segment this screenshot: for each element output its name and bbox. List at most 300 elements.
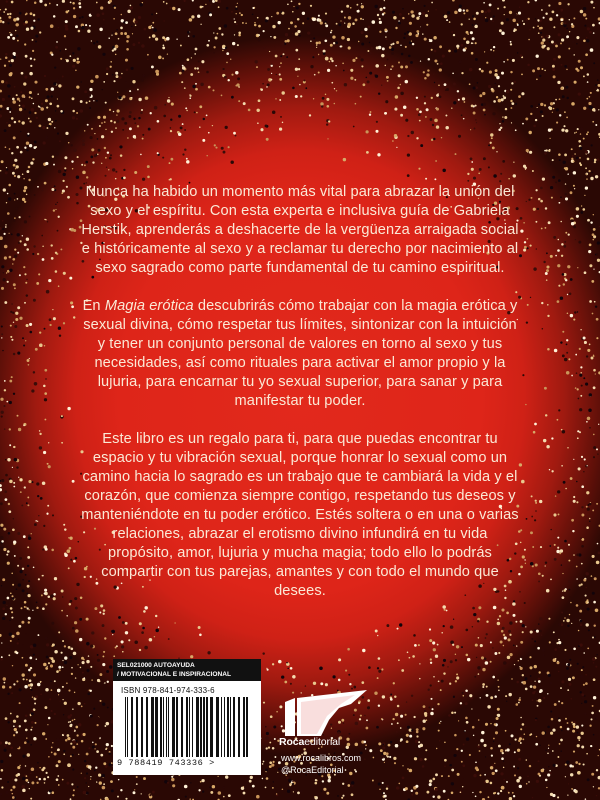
glitter-dot <box>111 630 115 634</box>
glitter-dot <box>535 563 538 566</box>
publisher-website: www.rocalibros.com <box>281 753 362 763</box>
glitter-dot <box>120 154 123 157</box>
glitter-dot <box>460 702 462 704</box>
glitter-dot <box>61 610 63 612</box>
glitter-dot <box>456 645 459 648</box>
glitter-dot <box>478 172 480 174</box>
glitter-dot <box>87 124 89 126</box>
glitter-dot <box>133 118 135 120</box>
glitter-dot <box>426 73 429 76</box>
glitter-dot <box>395 95 398 98</box>
glitter-dot <box>89 88 92 91</box>
glitter-dot <box>162 57 164 59</box>
glitter-dot <box>22 657 24 659</box>
glitter-dot <box>26 502 28 504</box>
glitter-dot <box>513 30 515 32</box>
glitter-dot <box>336 23 338 25</box>
glitter-dot <box>318 72 320 74</box>
glitter-dot <box>158 627 159 628</box>
glitter-dot <box>2 91 3 92</box>
glitter-dot <box>531 516 533 518</box>
glitter-dot <box>486 620 488 622</box>
glitter-dot <box>116 29 118 31</box>
glitter-dot <box>4 245 8 249</box>
glitter-dot <box>592 592 595 595</box>
glitter-dot <box>498 686 500 688</box>
glitter-dot <box>133 791 136 794</box>
barcode-bar <box>172 697 175 757</box>
glitter-dot <box>508 178 509 179</box>
glitter-dot <box>424 5 426 7</box>
glitter-dot <box>558 2 561 5</box>
glitter-dot <box>265 124 268 127</box>
glitter-dot <box>348 674 350 676</box>
glitter-dot <box>126 35 129 38</box>
glitter-dot <box>472 24 474 26</box>
glitter-dot <box>94 770 96 772</box>
glitter-dot <box>8 532 11 535</box>
glitter-dot <box>455 680 457 682</box>
glitter-dot <box>107 7 110 10</box>
glitter-dot <box>571 375 573 377</box>
glitter-dot <box>439 96 442 99</box>
glitter-dot <box>30 773 31 774</box>
glitter-dot <box>425 116 427 118</box>
glitter-dot <box>378 670 381 673</box>
glitter-dot <box>589 521 590 522</box>
glitter-dot <box>13 482 15 484</box>
glitter-dot <box>105 157 107 159</box>
glitter-dot <box>35 40 37 42</box>
glitter-dot <box>467 173 469 175</box>
glitter-dot <box>569 292 572 295</box>
glitter-dot <box>441 632 443 634</box>
glitter-dot <box>42 663 43 664</box>
glitter-dot <box>590 1 593 4</box>
glitter-dot <box>449 683 451 685</box>
glitter-dot <box>581 545 584 548</box>
glitter-dot <box>539 16 541 18</box>
isbn-label: ISBN 978-841-974-333-6 <box>121 686 215 695</box>
glitter-dot <box>279 66 280 67</box>
glitter-dot <box>116 120 119 123</box>
glitter-dot <box>131 97 133 99</box>
glitter-dot <box>527 247 529 249</box>
glitter-dot <box>368 26 371 29</box>
glitter-dot <box>554 703 557 706</box>
glitter-dot <box>65 132 68 135</box>
glitter-dot <box>312 18 315 21</box>
glitter-dot <box>584 458 586 460</box>
glitter-dot <box>440 775 442 777</box>
glitter-dot <box>302 22 304 24</box>
glitter-dot <box>501 98 504 101</box>
glitter-dot <box>10 336 12 338</box>
barcode-bar <box>176 697 178 757</box>
glitter-dot <box>323 788 326 791</box>
glitter-dot <box>51 689 53 691</box>
glitter-dot <box>198 60 200 62</box>
glitter-dot <box>263 761 265 763</box>
glitter-dot <box>464 730 465 731</box>
glitter-dot <box>13 786 16 789</box>
glitter-dot <box>542 649 545 652</box>
glitter-dot <box>425 178 427 180</box>
glitter-dot <box>562 573 563 574</box>
glitter-dot <box>202 6 204 8</box>
glitter-dot <box>533 685 536 688</box>
glitter-dot <box>584 712 587 715</box>
glitter-dot <box>31 721 34 724</box>
glitter-dot <box>406 701 407 702</box>
glitter-dot <box>560 750 562 752</box>
glitter-dot <box>526 783 528 785</box>
glitter-dot <box>9 269 12 272</box>
glitter-dot <box>425 749 427 751</box>
glitter-dot <box>134 18 136 20</box>
glitter-dot <box>273 781 274 782</box>
glitter-dot <box>189 94 190 95</box>
glitter-dot <box>402 17 404 19</box>
glitter-dot <box>511 35 513 37</box>
glitter-dot <box>443 659 446 662</box>
glitter-dot <box>510 89 512 91</box>
glitter-dot <box>82 143 85 146</box>
glitter-dot <box>333 42 335 44</box>
glitter-dot <box>575 387 577 389</box>
glitter-dot <box>48 465 51 468</box>
glitter-dot <box>28 580 30 582</box>
glitter-dot <box>557 756 559 758</box>
glitter-dot <box>540 103 543 106</box>
glitter-dot <box>232 42 235 45</box>
glitter-dot <box>56 778 59 781</box>
glitter-dot <box>573 54 575 56</box>
glitter-dot <box>586 98 588 100</box>
glitter-dot <box>500 127 502 129</box>
glitter-dot <box>562 430 565 433</box>
glitter-dot <box>392 718 394 720</box>
glitter-dot <box>581 563 583 565</box>
glitter-dot <box>492 647 494 649</box>
glitter-dot <box>227 79 229 81</box>
glitter-dot <box>594 87 597 90</box>
glitter-dot <box>439 68 442 71</box>
glitter-dot <box>516 779 520 783</box>
glitter-dot <box>460 791 462 793</box>
glitter-dot <box>477 666 480 669</box>
glitter-dot <box>0 398 3 401</box>
publisher-name-bold: Roca <box>279 736 305 748</box>
glitter-dot <box>561 19 563 21</box>
glitter-dot <box>592 239 594 241</box>
glitter-dot <box>473 177 476 180</box>
glitter-dot <box>544 227 546 229</box>
glitter-dot <box>15 318 18 321</box>
glitter-dot <box>6 653 8 655</box>
glitter-dot <box>318 54 319 55</box>
glitter-dot <box>539 671 541 673</box>
glitter-dot <box>96 717 99 720</box>
glitter-dot <box>436 125 439 128</box>
glitter-dot <box>400 740 402 742</box>
glitter-dot <box>91 128 93 130</box>
glitter-dot <box>407 31 410 34</box>
glitter-dot <box>596 654 597 655</box>
glitter-dot <box>314 796 316 798</box>
glitter-dot <box>352 59 355 62</box>
glitter-dot <box>0 536 3 539</box>
glitter-dot <box>4 749 7 752</box>
glitter-dot <box>44 4 47 7</box>
glitter-dot <box>166 37 170 41</box>
glitter-dot <box>99 28 102 31</box>
glitter-dot <box>139 622 142 625</box>
glitter-dot <box>10 119 12 121</box>
glitter-dot <box>82 672 84 674</box>
glitter-dot <box>562 355 565 358</box>
glitter-dot <box>508 693 511 696</box>
glitter-dot <box>527 238 529 240</box>
glitter-dot <box>96 13 100 17</box>
glitter-dot <box>479 94 482 97</box>
glitter-dot <box>110 120 112 122</box>
glitter-dot <box>69 537 72 540</box>
glitter-dot <box>573 751 575 753</box>
glitter-dot <box>392 140 394 142</box>
glitter-dot <box>455 659 457 661</box>
glitter-dot <box>276 12 279 15</box>
glitter-dot <box>54 713 56 715</box>
glitter-dot <box>24 601 27 604</box>
glitter-dot <box>91 40 92 41</box>
glitter-dot <box>30 645 34 649</box>
glitter-dot <box>432 796 434 798</box>
glitter-dot <box>26 279 27 280</box>
glitter-dot <box>10 746 13 749</box>
glitter-dot <box>574 81 577 84</box>
glitter-dot <box>428 689 430 691</box>
glitter-dot <box>568 544 570 546</box>
glitter-dot <box>128 100 131 103</box>
glitter-dot <box>120 27 123 30</box>
glitter-dot <box>50 594 54 598</box>
glitter-dot <box>520 115 522 117</box>
glitter-dot <box>492 21 493 22</box>
glitter-dot <box>438 680 440 682</box>
glitter-dot <box>21 621 24 624</box>
glitter-dot <box>564 167 566 169</box>
glitter-dot <box>80 109 84 113</box>
glitter-dot <box>583 39 586 42</box>
glitter-dot <box>13 486 15 488</box>
glitter-dot <box>542 177 545 180</box>
glitter-dot <box>117 796 119 798</box>
glitter-dot <box>328 779 331 782</box>
glitter-dot <box>64 528 66 530</box>
glitter-dot <box>423 720 426 723</box>
glitter-dot <box>539 75 541 77</box>
glitter-dot <box>47 505 49 507</box>
glitter-dot <box>238 31 241 34</box>
glitter-dot <box>16 715 19 718</box>
glitter-dot <box>55 209 56 210</box>
glitter-dot <box>27 546 29 548</box>
blurb-text <box>78 183 522 620</box>
glitter-dot <box>341 10 343 12</box>
glitter-dot <box>24 76 27 79</box>
glitter-dot <box>284 681 287 684</box>
glitter-dot <box>382 47 385 50</box>
glitter-dot <box>442 55 445 58</box>
glitter-dot <box>584 695 585 696</box>
glitter-dot <box>495 681 497 683</box>
glitter-dot <box>497 792 499 794</box>
glitter-dot <box>90 715 93 718</box>
glitter-dot <box>4 129 7 132</box>
glitter-dot <box>518 776 521 779</box>
glitter-dot <box>584 105 586 107</box>
glitter-dot <box>386 755 388 757</box>
glitter-dot <box>453 34 455 36</box>
glitter-dot <box>105 102 107 104</box>
glitter-dot <box>16 165 19 168</box>
glitter-dot <box>419 758 422 761</box>
glitter-dot <box>581 669 583 671</box>
glitter-dot <box>322 97 325 100</box>
barcode-bar <box>136 697 138 757</box>
glitter-dot <box>129 127 132 130</box>
glitter-dot <box>144 28 147 31</box>
glitter-dot <box>200 83 203 86</box>
glitter-dot <box>26 141 29 144</box>
glitter-dot <box>162 47 165 50</box>
glitter-dot <box>349 683 351 685</box>
glitter-dot <box>11 339 13 341</box>
glitter-dot <box>45 738 47 740</box>
glitter-dot <box>437 63 439 65</box>
glitter-dot <box>540 27 543 30</box>
glitter-dot <box>22 198 25 201</box>
glitter-dot <box>276 793 277 794</box>
glitter-dot <box>235 7 238 10</box>
glitter-dot <box>511 122 512 123</box>
glitter-dot <box>535 719 537 721</box>
glitter-dot <box>434 50 437 53</box>
glitter-dot <box>71 305 74 308</box>
glitter-dot <box>287 39 290 42</box>
glitter-dot <box>0 793 2 796</box>
glitter-dot <box>375 75 378 78</box>
barcode-bar <box>155 697 158 757</box>
glitter-dot <box>31 781 34 784</box>
glitter-dot <box>568 358 570 360</box>
glitter-dot <box>514 81 516 83</box>
glitter-dot <box>530 245 532 247</box>
glitter-dot <box>466 654 469 657</box>
glitter-dot <box>51 121 53 123</box>
glitter-dot <box>374 691 377 694</box>
glitter-dot <box>152 27 154 29</box>
glitter-dot <box>586 173 588 175</box>
glitter-dot <box>402 765 403 766</box>
glitter-dot <box>290 683 292 685</box>
glitter-dot <box>397 87 400 90</box>
glitter-dot <box>360 96 362 98</box>
glitter-dot <box>458 99 460 101</box>
glitter-dot <box>450 660 453 663</box>
glitter-dot <box>563 657 566 660</box>
glitter-dot <box>527 152 528 153</box>
glitter-dot <box>258 25 261 28</box>
glitter-dot <box>54 577 57 580</box>
glitter-dot <box>40 107 44 111</box>
glitter-dot <box>224 76 227 79</box>
glitter-dot <box>10 34 13 37</box>
glitter-dot <box>22 337 24 339</box>
glitter-dot <box>82 139 85 142</box>
glitter-dot <box>593 62 595 64</box>
glitter-dot <box>43 778 46 781</box>
glitter-dot <box>494 792 496 794</box>
glitter-dot <box>567 689 569 691</box>
glitter-dot <box>560 87 563 90</box>
glitter-dot <box>542 671 544 673</box>
glitter-dot <box>313 98 314 99</box>
glitter-dot <box>134 789 135 790</box>
glitter-dot <box>593 7 595 9</box>
glitter-dot <box>409 735 412 738</box>
glitter-dot <box>580 10 584 14</box>
glitter-dot <box>15 312 18 315</box>
glitter-dot <box>81 657 84 660</box>
barcode-bar <box>168 697 169 757</box>
glitter-dot <box>416 17 419 20</box>
glitter-dot <box>134 171 137 174</box>
glitter-dot <box>481 70 484 73</box>
glitter-dot <box>405 80 409 84</box>
glitter-dot <box>585 53 588 56</box>
glitter-dot <box>82 171 86 175</box>
glitter-dot <box>68 646 71 649</box>
glitter-dot <box>90 645 93 648</box>
glitter-dot <box>485 11 487 13</box>
glitter-dot <box>7 562 10 565</box>
glitter-dot <box>543 261 545 263</box>
glitter-dot <box>475 58 478 61</box>
glitter-dot <box>22 94 25 97</box>
glitter-dot <box>236 23 238 25</box>
glitter-dot <box>257 17 259 19</box>
glitter-dot <box>68 142 69 143</box>
publisher-contact <box>281 752 361 776</box>
glitter-dot <box>416 137 418 139</box>
glitter-dot <box>299 84 300 85</box>
glitter-dot <box>580 395 582 397</box>
glitter-dot <box>6 167 7 168</box>
glitter-dot <box>102 655 104 657</box>
glitter-dot <box>291 0 293 2</box>
glitter-dot <box>267 83 270 86</box>
glitter-dot <box>0 524 3 527</box>
glitter-dot <box>13 720 16 723</box>
roca-logo-icon <box>281 690 369 738</box>
glitter-dot <box>491 137 493 139</box>
glitter-dot <box>7 84 11 88</box>
glitter-dot <box>563 245 566 248</box>
glitter-dot <box>66 186 68 188</box>
glitter-dot <box>46 643 49 646</box>
